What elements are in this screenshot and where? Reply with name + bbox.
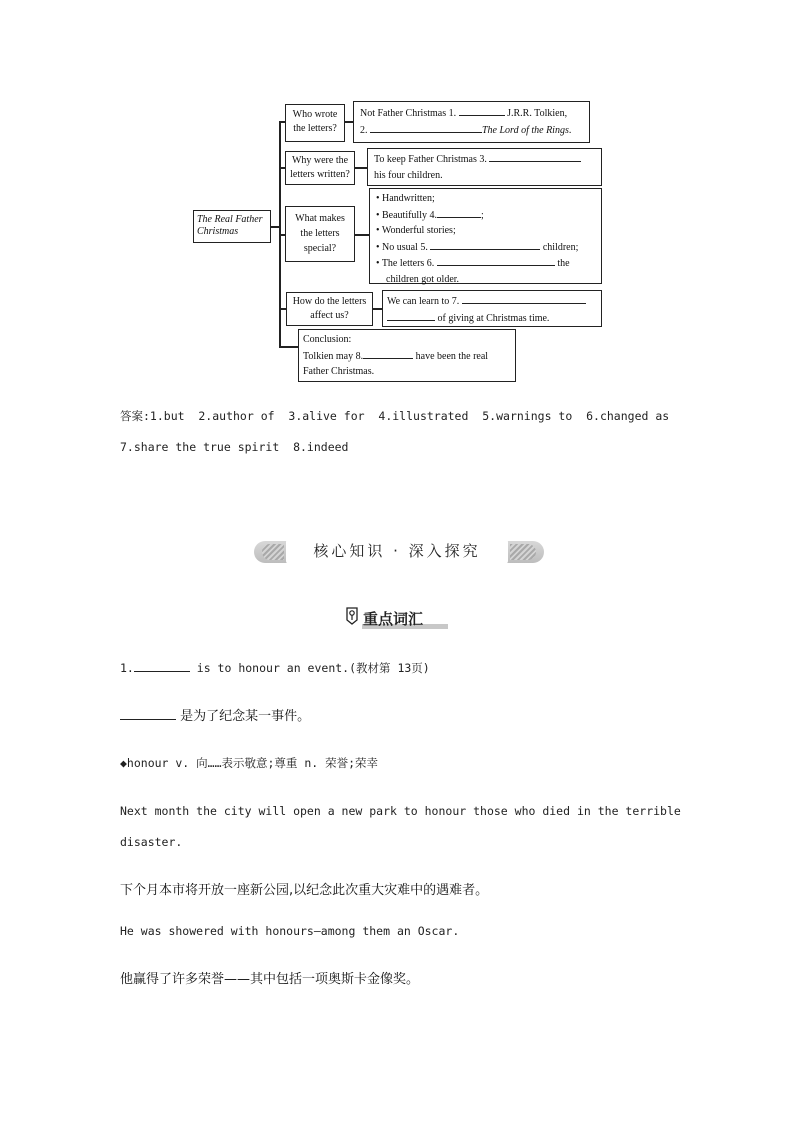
example-1-chinese: 下个月本市将开放一座新公园,以纪念此次重大灾难中的遇难者。 bbox=[120, 883, 489, 898]
question-2-text: Why were the letters written? bbox=[290, 155, 350, 180]
key-icon bbox=[345, 607, 359, 629]
answer-3-line5-b: the bbox=[557, 258, 570, 269]
branch-line-4 bbox=[279, 308, 286, 310]
answer-box-2 bbox=[367, 148, 602, 186]
blank-5 bbox=[430, 239, 540, 250]
question-4-text: How do the letters affect us? bbox=[292, 296, 367, 321]
diagram-root-label: The Real Father Christmas bbox=[197, 214, 263, 237]
vocab-item-1 bbox=[120, 660, 430, 676]
conclusion-line2-a: Tolkien may 8. bbox=[303, 350, 364, 362]
question-3-text: What makes the letters special? bbox=[295, 213, 345, 254]
link-line-2 bbox=[355, 167, 367, 169]
honour-definition: ◆honour v. 向……表示敬意;尊重 n. 荣誉;荣幸 bbox=[120, 756, 379, 770]
answer-3-line2-a: • Beautifully 4. bbox=[376, 209, 437, 221]
vocab-item-1-translation bbox=[120, 705, 310, 724]
blank-8 bbox=[363, 348, 413, 359]
blank-3 bbox=[489, 151, 581, 162]
blank-7b bbox=[387, 310, 435, 321]
answers-line-1: 答案:1.but 2.author of 3.alive for 4.illustrated 5.warnings to 6.changed as bbox=[120, 409, 670, 423]
branch-line-5 bbox=[279, 346, 299, 348]
vocab-item-1-zh-blank bbox=[120, 707, 176, 720]
conclusion-line3: Father Christmas. bbox=[303, 366, 375, 377]
answer-3-line3: • Wonderful stories; bbox=[376, 225, 456, 236]
question-box-3 bbox=[285, 206, 355, 262]
example-2-chinese: 他赢得了许多荣誉——其中包括一项奥斯卡金像奖。 bbox=[120, 972, 420, 987]
banner-left-decoration bbox=[262, 544, 284, 560]
answer-2-line1: To keep Father Christmas 3. bbox=[374, 154, 487, 165]
question-box-1 bbox=[285, 104, 345, 142]
blank-7 bbox=[462, 293, 586, 304]
section-banner-label: 核心知识 · 深入探究 bbox=[286, 539, 508, 564]
answer-1-line1-b: J.R.R. Tolkien, bbox=[507, 108, 568, 119]
root-connector bbox=[270, 226, 280, 228]
answer-3-line4-b: children; bbox=[542, 241, 579, 253]
example-2-english: He was showered with honours—among them an Oscar. bbox=[120, 924, 460, 938]
question-1-text: Who wrote the letters? bbox=[292, 109, 338, 134]
conclusion-box bbox=[298, 329, 516, 382]
question-box-2 bbox=[285, 151, 355, 185]
section-title bbox=[345, 606, 423, 630]
banner-right-decoration bbox=[510, 544, 536, 560]
question-box-4 bbox=[286, 292, 373, 326]
blank-4 bbox=[437, 207, 481, 218]
answer-box-1: Not Father Christmas 1. J.R.R. Tolkien, 2. The Lord of the Rings. bbox=[353, 101, 590, 143]
diagram-root-box bbox=[193, 210, 271, 243]
answer-4-line1: We can learn to 7. bbox=[387, 296, 460, 307]
answer-3-line4-a: • No usual 5. bbox=[376, 241, 428, 253]
conclusion-line2-b: have been the real bbox=[415, 350, 489, 362]
example-1-english-line1: Next month the city will open a new park to honour those who died in the terrible bbox=[120, 804, 681, 818]
answer-2-line2: his four children. bbox=[374, 169, 443, 181]
answer-1-line2-a: 2. bbox=[360, 124, 368, 136]
answer-box-4 bbox=[382, 290, 602, 327]
answer-box-3 bbox=[369, 188, 602, 284]
vocab-item-1-zh-text: 是为了纪念某一事件。 bbox=[176, 709, 311, 724]
blank-6 bbox=[437, 255, 555, 266]
vocab-item-1-number: 1. bbox=[120, 661, 134, 675]
answer-1-line1-a: Not Father Christmas 1. bbox=[360, 108, 457, 119]
blank-1 bbox=[459, 105, 505, 116]
answer-4-line2: of giving at Christmas time. bbox=[437, 312, 550, 324]
answers-line-2: 7.share the true spirit 8.indeed bbox=[120, 440, 349, 454]
section-title-text: 重点词汇 bbox=[363, 609, 424, 628]
example-1-english-line2: disaster. bbox=[120, 835, 183, 849]
answer-3-line5-a: • The letters 6. bbox=[376, 258, 435, 269]
answer-3-line1: • Handwritten; bbox=[376, 193, 435, 204]
vocab-item-1-blank bbox=[134, 660, 190, 672]
link-line-4 bbox=[373, 308, 382, 310]
answer-3-line2-b: ; bbox=[481, 209, 484, 221]
answer-3-line6: children got older. bbox=[386, 273, 460, 285]
blank-2 bbox=[370, 122, 482, 133]
answer-1-line2-b: The Lord of the Rings bbox=[482, 124, 569, 136]
conclusion-line1: Conclusion: bbox=[303, 334, 352, 345]
vocab-item-1-text: is to honour an event.(教材第 13页) bbox=[189, 661, 430, 675]
link-line-3 bbox=[355, 234, 369, 236]
